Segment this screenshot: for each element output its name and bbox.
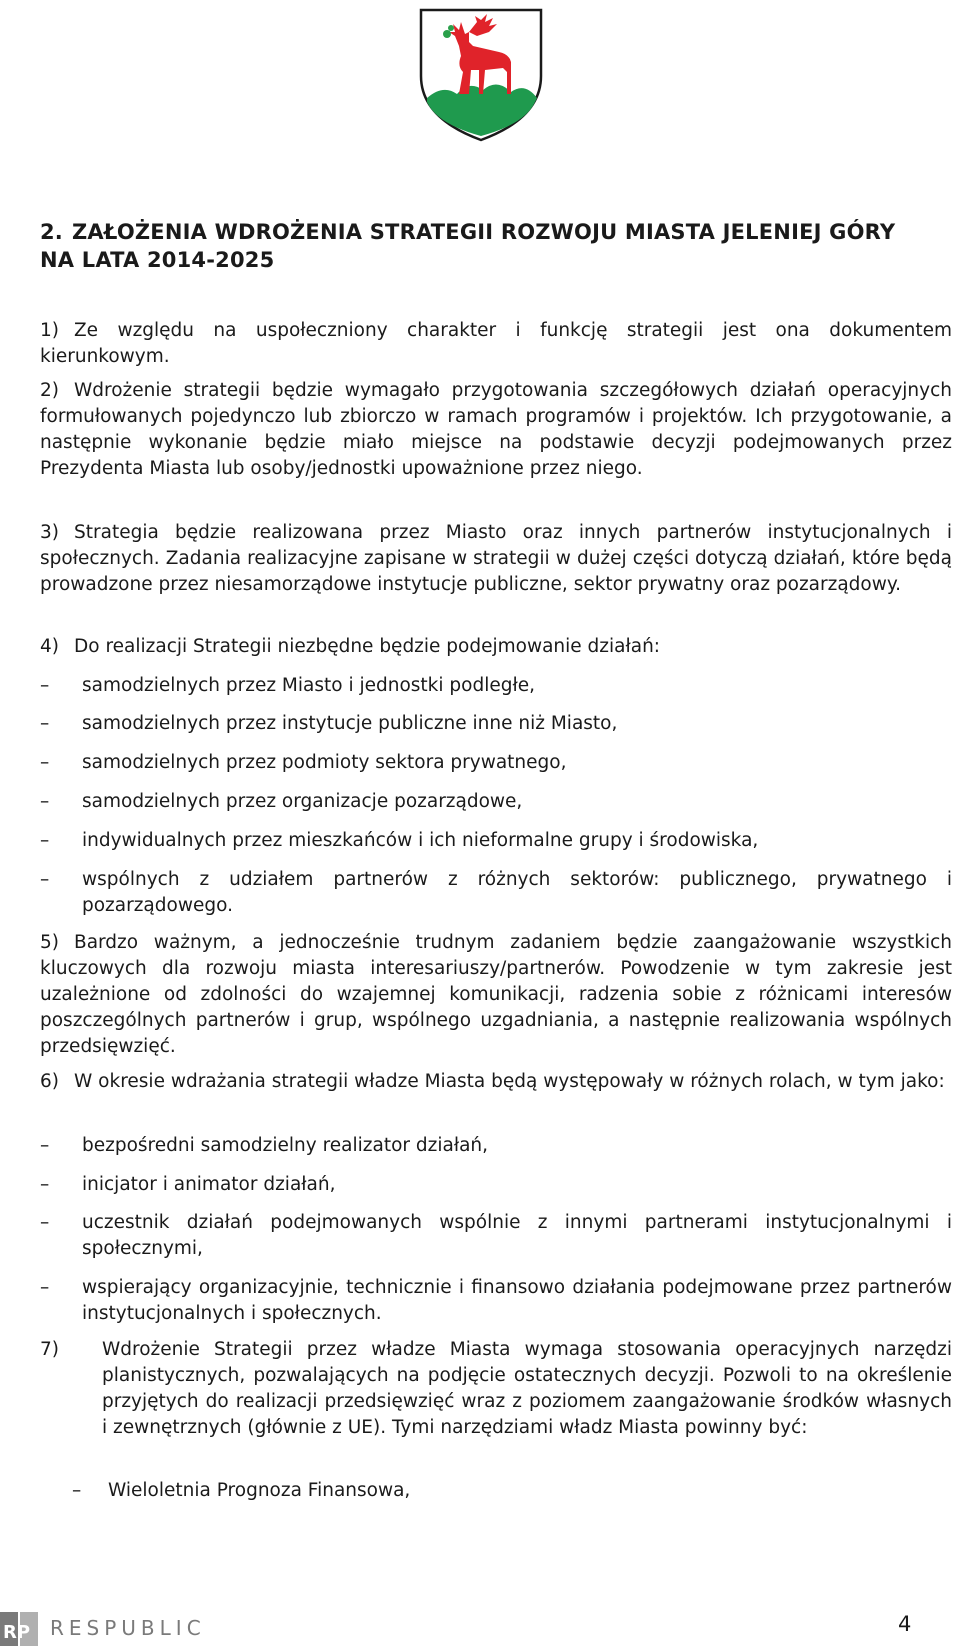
sub-list-item xyxy=(40,750,952,776)
item-text: Wdrożenie strategii będzie wymagało przygotowania szczegółowych działań operacyjnych formułowanych pojedynczo lub zbiorczo w ramach programów i projektów. Ich przygotowanie, a następnie wykonanie będzie miało miejsce na podstawie decyzji podejmowanych przez Prezydenta Miasta lub osoby/jednostki upoważnione przez niego. xyxy=(40,380,952,479)
list-item xyxy=(40,930,952,1060)
dash-bullet: – xyxy=(40,791,50,812)
list-item xyxy=(40,378,952,482)
item-text: Wdrożenie Strategii przez władze Miasta wymaga stosowania operacyjnych narzędzi planistycznych, pozwalających na podjęcie ostatecznych decyzji. Pozwoli to na określenie przyjętych do realizacji przedsięwzięć wraz z poziomem zaangażowanie środków własnych i zewnętrznych (głównie z UE). Tymi narzędziami władz Miasta powinny być: xyxy=(102,1339,952,1438)
sub-item-text: wspólnych z udziałem partnerów z różnych sektorów: publicznego, prywatnego i pozarządowego. xyxy=(82,869,952,916)
sub-list-item xyxy=(40,867,952,919)
sub-item-text: samodzielnych przez Miasto i jednostki podległe, xyxy=(82,675,535,696)
dash-bullet: – xyxy=(40,1135,50,1156)
list-item xyxy=(40,520,952,598)
dash-bullet: – xyxy=(40,713,50,734)
sub-item-text: samodzielnych przez podmioty sektora prywatnego, xyxy=(82,752,567,773)
sub-item-text: samodzielnych przez organizacje pozarządowe, xyxy=(82,791,523,812)
dash-bullet: – xyxy=(40,1212,50,1233)
sub-item-text: inicjator i animator działań, xyxy=(82,1174,336,1195)
list-item xyxy=(40,1069,952,1095)
sub-item-text: wspierający organizacyjnie, technicznie i finansowo działania podejmowane przez partnerów instytucjonalnych i społecznych. xyxy=(82,1277,952,1324)
dash-bullet: – xyxy=(40,752,50,773)
sub-item-text: indywidualnych przez mieszkańców i ich nieformalne grupy i środowiska, xyxy=(82,830,759,851)
sub-item-text: Wieloletnia Prognoza Finansowa, xyxy=(108,1480,411,1501)
dash-bullet: – xyxy=(40,869,50,890)
svg-text:RP: RP xyxy=(3,1622,31,1643)
sub-list-item xyxy=(40,1133,952,1159)
list-item xyxy=(40,318,952,370)
item-number: 1) xyxy=(40,320,59,341)
item-text: Do realizacji Strategii niezbędne będzie podejmowanie działań: xyxy=(74,636,661,657)
respublic-mark-icon xyxy=(0,1608,40,1648)
dash-bullet: – xyxy=(40,1277,50,1298)
footer-brand: RESPUBLIC xyxy=(50,1616,206,1640)
section-heading xyxy=(40,218,920,274)
sub-list-item xyxy=(40,828,952,854)
dash-bullet: – xyxy=(40,830,50,851)
item-text: Bardzo ważnym, a jednocześnie trudnym zadaniem będzie zaangażowanie wszystkich kluczowych dla rozwoju miasta interesariuszy/partnerów. Powodzenie w tym zakresie jest uzależnione od zdolności do wzajemnej komunikacji, radzenia sobie z różnicami interesów poszczególnych partnerów i grup, wspólnego uzgadniania, a następnie realizowania wspólnych przedsięwzięć. xyxy=(40,932,952,1057)
sub-item-text: bezpośredni samodzielny realizator działań, xyxy=(82,1135,489,1156)
page-number: 4 xyxy=(898,1612,912,1636)
sub-list-item xyxy=(40,711,952,737)
item-number: 7) xyxy=(40,1339,59,1360)
sub-item-text: uczestnik działań podejmowanych wspólnie z innymi partnerami instytucjonalnymi i społecznymi, xyxy=(82,1212,952,1259)
sub-list-item xyxy=(40,1210,952,1262)
item-number: 3) xyxy=(40,522,59,543)
item-number: 2) xyxy=(40,380,59,401)
item-text: W okresie wdrażania strategii władze Miasta będą występowały w różnych rolach, w tym jako: xyxy=(74,1071,945,1092)
item-number: 5) xyxy=(40,932,59,953)
sub-list-item xyxy=(40,673,952,699)
list-item xyxy=(40,1337,952,1441)
item-text: Ze względu na uspołeczniony charakter i funkcję strategii jest ona dokumentem kierunkowym. xyxy=(40,320,952,367)
sub-list-item xyxy=(40,1275,952,1327)
section-title: ZAŁOŻENIA WDROŻENIA STRATEGII ROZWOJU MIASTA JELENIEJ GÓRY NA LATA 2014-2025 xyxy=(40,220,896,272)
item-text: Strategia będzie realizowana przez Miasto oraz innych partnerów instytucjonalnych i społecznych. Zadania realizacyjne zapisane w strategii w dużej części dotyczą działań, które będą prowadzone przez niesamorządowe instytucje publiczne, sektor prywatny oraz pozarządowy. xyxy=(40,522,952,595)
dash-bullet: – xyxy=(40,675,50,696)
respublic-logo xyxy=(0,1608,206,1648)
coat-of-arms-icon xyxy=(413,6,549,144)
item-number: 6) xyxy=(40,1071,59,1092)
dash-bullet: – xyxy=(72,1480,82,1501)
list-item xyxy=(40,634,952,660)
item-number: 4) xyxy=(40,636,59,657)
section-number: 2. xyxy=(40,220,63,244)
sub-item-text: samodzielnych przez instytucje publiczne inne niż Miasto, xyxy=(82,713,618,734)
dash-bullet: – xyxy=(40,1174,50,1195)
sub-list-item xyxy=(40,1172,952,1198)
sub-list-item xyxy=(72,1478,952,1504)
sub-list-item xyxy=(40,789,952,815)
